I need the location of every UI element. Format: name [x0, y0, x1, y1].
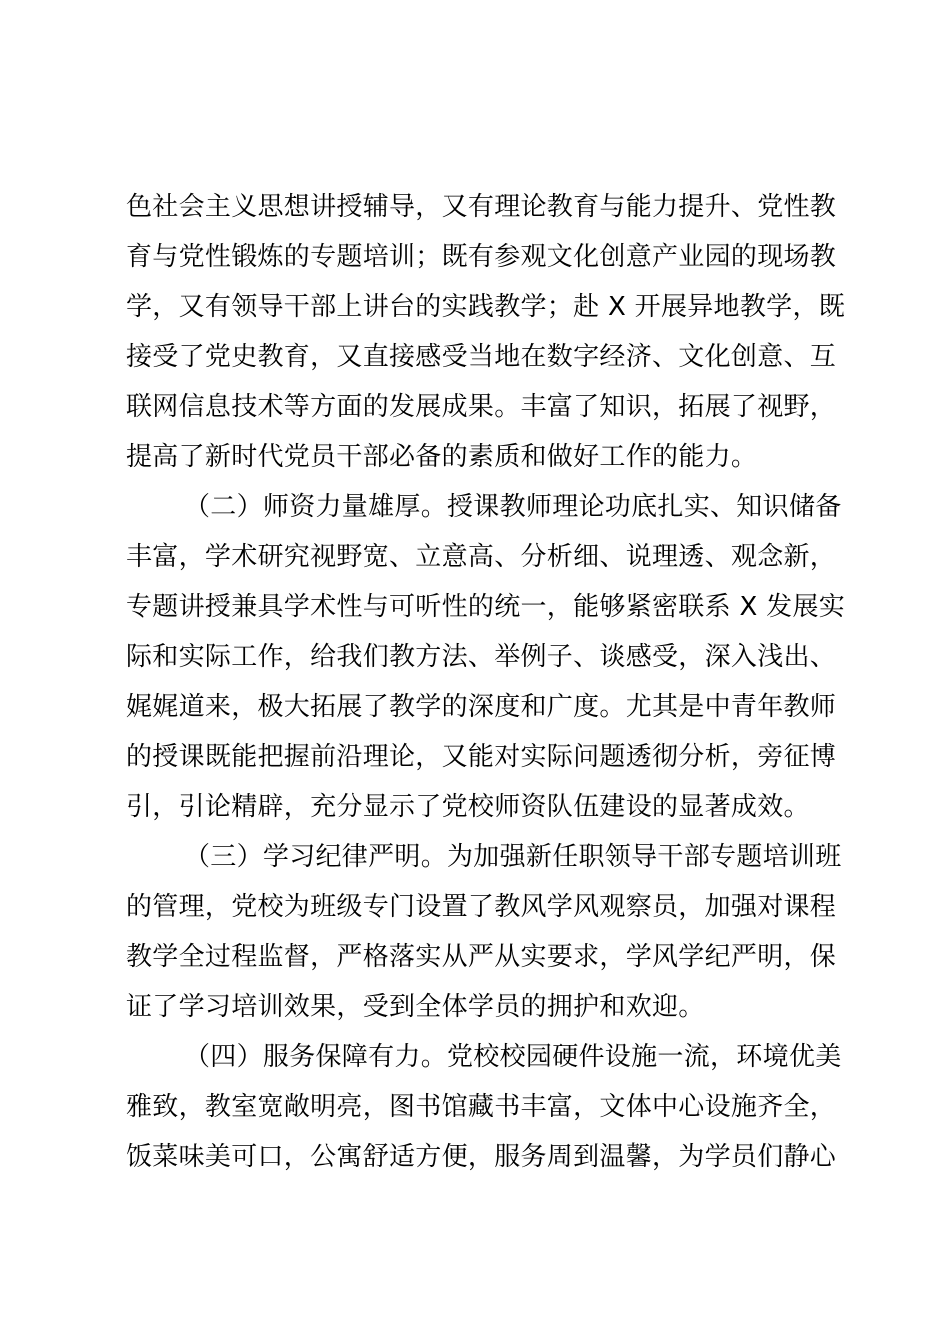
document-body — [126, 182, 846, 1182]
text-line: 的管理，党校为班级专门设置了教风学风观察员，加强对课程 — [126, 892, 837, 922]
text-line: 引，引论精辟，充分显示了党校师资队伍建设的显著成效。 — [126, 792, 810, 822]
text-line: 娓娓道来，极大拓展了教学的深度和广度。尤其是中青年教师 — [126, 692, 837, 722]
text-line: 饭菜味美可口，公寓舒适方便，服务周到温馨，为学员们静心 — [126, 1142, 837, 1172]
text-line: 丰富，学术研究视野宽、立意高、分析细、说理透、观念新， — [126, 542, 837, 572]
text-line: （三）学习纪律严明。为加强新任职领导干部专题培训班 — [184, 842, 842, 872]
text-line: 联网信息技术等方面的发展成果。丰富了知识，拓展了视野， — [126, 392, 837, 422]
paragraph-3 — [126, 832, 842, 1032]
text-line: 际和实际工作，给我们教方法、举例子、谈感受，深入浅出、 — [126, 642, 837, 672]
paragraph-2 — [126, 482, 846, 832]
paragraph-1 — [126, 182, 846, 482]
text-line: 学，又有领导干部上讲台的实践教学；赴 X 开展异地教学，既 — [126, 292, 846, 322]
text-line: 色社会主义思想讲授辅导，又有理论教育与能力提升、党性教 — [126, 192, 837, 222]
text-line: 专题讲授兼具学术性与可听性的统一，能够紧密联系 X 发展实 — [126, 592, 846, 622]
text-line: （二）师资力量雄厚。授课教师理论功底扎实、知识储备 — [184, 492, 842, 522]
text-line: 提高了新时代党员干部必备的素质和做好工作的能力。 — [126, 442, 758, 472]
text-line: 育与党性锻炼的专题培训；既有参观文化创意产业园的现场教 — [126, 242, 837, 272]
text-line: （四）服务保障有力。党校校园硬件设施一流，环境优美 — [184, 1042, 842, 1072]
text-line: 证了学习培训效果，受到全体学员的拥护和欢迎。 — [126, 992, 705, 1022]
text-line: 接受了党史教育，又直接感受当地在数字经济、文化创意、互 — [126, 342, 837, 372]
text-line: 的授课既能把握前沿理论，又能对实际问题透彻分析，旁征博 — [126, 742, 837, 772]
text-line: 教学全过程监督，严格落实从严从实要求，学风学纪严明，保 — [126, 942, 837, 972]
text-line: 雅致，教室宽敞明亮，图书馆藏书丰富，文体中心设施齐全， — [126, 1092, 837, 1122]
paragraph-4 — [126, 1032, 842, 1182]
